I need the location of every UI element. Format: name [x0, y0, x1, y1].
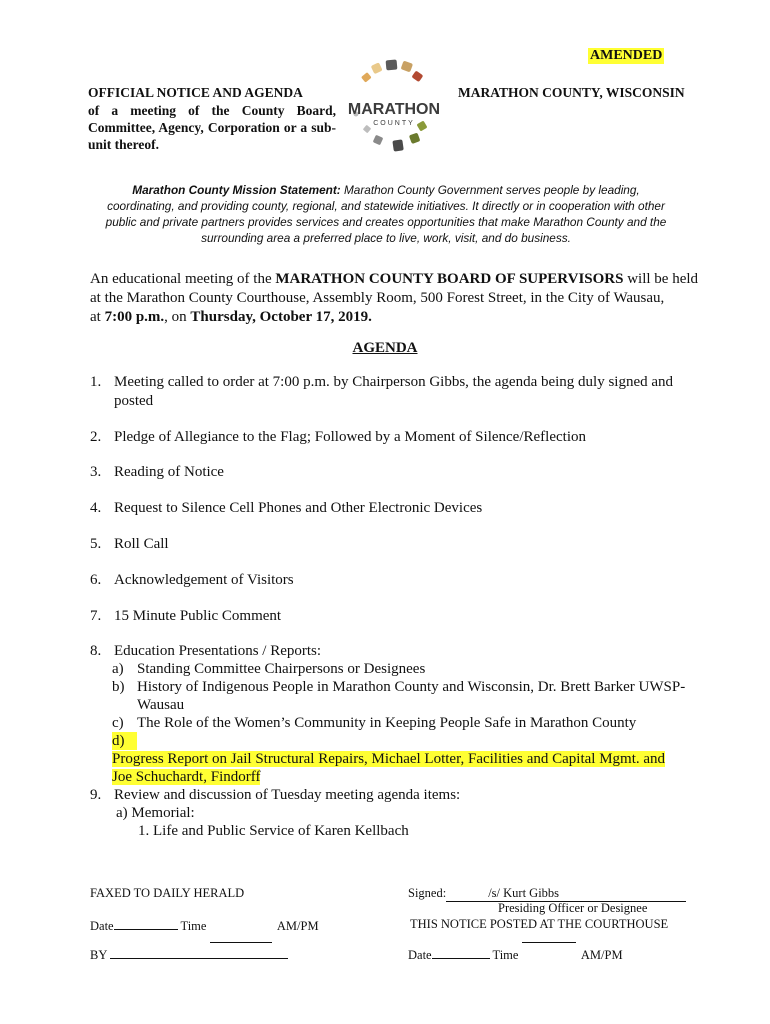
date-label: Date: [90, 919, 114, 933]
signature: /s/ Kurt Gibbs: [446, 886, 686, 902]
notice-title: OFFICIAL NOTICE AND AGENDA: [88, 85, 303, 100]
date-label: Date: [408, 948, 432, 962]
agenda-subitem-8c: [112, 714, 702, 732]
mission-statement: [100, 182, 672, 246]
by-row: [90, 946, 288, 963]
posted-date-row: [408, 946, 623, 963]
time-label: Time: [180, 919, 207, 933]
agenda-subitem-9a: a) Memorial:: [116, 805, 195, 821]
time-blank[interactable]: [210, 942, 272, 943]
by-label: BY: [90, 948, 107, 962]
agenda-item-number: 4.: [90, 500, 102, 516]
marathon-county-logo: [346, 54, 442, 158]
signed-label: Signed:: [408, 886, 447, 900]
meeting-intro: [90, 270, 710, 327]
agenda-item-1: [90, 373, 700, 411]
highlighted-text: Progress Report on Jail Structural Repairs, Michael Lotter, Facilities and Capital Mgmt. and Joe Schuchardt, Findorff: [112, 751, 666, 785]
ampm-label: AM/PM: [580, 948, 623, 962]
agenda-item-text: Roll Call: [114, 536, 169, 552]
posted-date-blank[interactable]: [432, 946, 490, 959]
agenda-item-number: 3.: [90, 464, 102, 480]
posted-label: THIS NOTICE POSTED AT THE COURTHOUSE: [410, 917, 669, 931]
by-blank[interactable]: [110, 946, 288, 959]
signed-row: [408, 886, 686, 902]
agenda-item-number: 6.: [90, 572, 102, 588]
agenda-item-text: Reading of Notice: [114, 464, 224, 480]
board-name: MARATHON COUNTY BOARD OF SUPERVISORS: [275, 271, 624, 287]
agenda-item-5: [90, 535, 700, 554]
fax-date-row: [90, 917, 319, 934]
intro-part2: will be held at the Marathon County Courthouse, Assembly Room, 500 Forest Street, in the City of Wausau,: [90, 271, 699, 306]
intro-part1: An educational meeting of the: [90, 271, 276, 287]
subitem-text: The Role of the Women’s Community in Keeping People Safe in Marathon County: [137, 715, 637, 731]
agenda-item-2: [90, 428, 700, 447]
agenda-item-text: 15 Minute Public Comment: [114, 608, 282, 624]
agenda-item-number: 9.: [90, 787, 102, 803]
ampm-label: AM/PM: [276, 919, 319, 933]
amended-label: AMENDED: [590, 48, 663, 63]
agenda-item-6: [90, 571, 700, 590]
subitem-letter: b): [112, 679, 125, 695]
agenda-item-9: [90, 786, 700, 805]
agenda-item-8: [90, 642, 700, 661]
notice-subtitle: of a meeting of the County Board, Committee, Agency, Corporation or a sub-unit thereof.: [88, 103, 336, 152]
subitem-text: History of Indigenous People in Marathon County and Wisconsin, Dr. Brett Barker UWSP-Wausau: [137, 679, 686, 713]
presiding-label: Presiding Officer or Designee: [498, 901, 648, 915]
agenda-item-number: 2.: [90, 429, 102, 445]
agenda-item-4: [90, 499, 700, 518]
subitem-letter: c): [112, 715, 124, 731]
agenda-item-number: 5.: [90, 536, 102, 552]
faxed-label: FAXED TO DAILY HERALD: [90, 886, 245, 900]
posted-time-blank[interactable]: [522, 942, 576, 943]
agenda-item-text: Review and discussion of Tuesday meeting agenda items:: [114, 787, 461, 803]
agenda-subitem-8d: [112, 732, 702, 786]
logo-word-marathon: MARATHON: [347, 101, 441, 118]
agenda-heading: AGENDA: [352, 340, 418, 356]
agenda-subitem-8b: [112, 678, 702, 714]
agenda-subitem-9a-1: 1. Life and Public Service of Karen Kellbach: [138, 823, 409, 839]
mission-label: Marathon County Mission Statement:: [132, 183, 341, 197]
agenda-item-3: [90, 463, 700, 482]
mission-text: Marathon County Government serves people by leading, coordinating, and providing county, regional, and statewide initiatives. It directly or in cooperation with other public and private partners provides services and creates opportunities that make Marathon County and the surrounding area a preferred place to live, work, visit, and do business.: [105, 183, 667, 245]
subitem-text-highlighted: [112, 750, 682, 786]
intro-part3: at: [90, 309, 105, 325]
meeting-date: Thursday, October 17, 2019.: [190, 309, 372, 325]
agenda-item-7: [90, 607, 700, 626]
agenda-item-text: Request to Silence Cell Phones and Other Electronic Devices: [114, 500, 483, 516]
subitem-letter: a): [112, 661, 124, 677]
agenda-item-number: 1.: [90, 374, 102, 390]
subitem-text: Standing Committee Chairpersons or Designees: [137, 661, 426, 677]
subitem-letter: d): [112, 732, 137, 750]
county-title: MARATHON COUNTY, WISCONSIN: [458, 85, 685, 100]
agenda-item-text: Meeting called to order at 7:00 p.m. by Chairperson Gibbs, the agenda being duly signed and posted: [114, 374, 674, 409]
agenda-item-text: Education Presentations / Reports:: [114, 643, 322, 659]
logo-word-county: COUNTY: [373, 120, 415, 127]
agenda-item-number: 7.: [90, 608, 102, 624]
meeting-time: 7:00 p.m.: [104, 309, 165, 325]
agenda-item-number: 8.: [90, 643, 102, 659]
date-blank[interactable]: [114, 917, 178, 930]
time-label: Time: [492, 948, 519, 962]
agenda-item-text: Pledge of Allegiance to the Flag; Followed by a Moment of Silence/Reflection: [114, 429, 586, 445]
intro-part4: , on: [164, 309, 191, 325]
agenda-item-text: Acknowledgement of Visitors: [114, 572, 294, 588]
agenda-subitem-8a: [112, 660, 702, 678]
